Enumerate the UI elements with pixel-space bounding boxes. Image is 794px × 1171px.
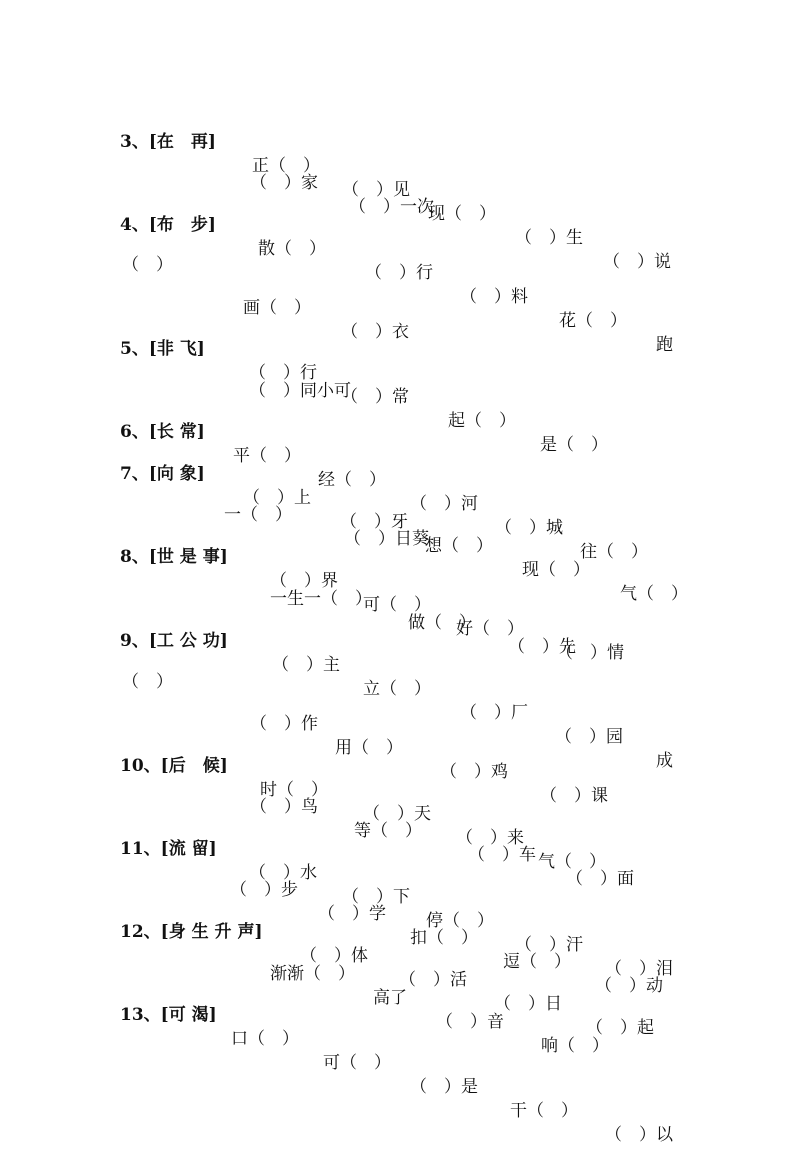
fill-blank-item: 立（ ） (363, 679, 431, 699)
fill-blank-item: （ ）牙 (340, 512, 408, 532)
fill-blank-item: （ ）动 (595, 976, 663, 996)
fill-blank-item: 等（ ） (354, 821, 422, 841)
fill-blank-item: （ ）面 (566, 869, 634, 889)
fill-blank-item: 可（ ） (363, 595, 431, 615)
fill-blank-item: （ ）衣 (341, 322, 409, 342)
fill-blank-item: （ ）日葵 (344, 529, 429, 549)
fill-blank-item: 用（ ） (335, 738, 403, 758)
fill-blank-item: （ ）车 (468, 845, 536, 865)
fill-blank-item: 口（ ） (231, 1029, 299, 1049)
exercise-10-heading: 10、[后 候] (120, 756, 228, 776)
fill-blank-item: 时（ ） (260, 780, 328, 800)
fill-blank-item: （ ）下 (342, 887, 410, 907)
exercise-9-heading: 9、[工 公 功] (120, 631, 228, 651)
fill-blank-item: 经（ ） (318, 470, 386, 490)
fill-blank-item: （ ）河 (410, 494, 478, 514)
fill-blank-item: （ ）天 (363, 804, 431, 824)
fill-blank-item: 停（ ） (426, 911, 494, 931)
fill-blank-item: （ ）行 (249, 363, 317, 383)
fill-blank-item: （ ）日 (494, 994, 562, 1014)
fill-blank-item: （ ）厂 (460, 703, 528, 723)
fill-blank-item: 干（ ） (510, 1101, 578, 1121)
fill-blank-item: （ ）见 (342, 180, 410, 200)
fill-blank-item: 花（ ） (559, 311, 627, 331)
fill-blank-item: 气（ ） (538, 852, 606, 872)
fill-blank-item: 正（ ） (252, 156, 320, 176)
fill-blank-item: 画（ ） (243, 298, 311, 318)
fill-blank-item: （ ）音 (436, 1012, 504, 1032)
fill-blank-item: （ ）鸟 (250, 797, 318, 817)
fill-blank-item: （ ）学 (318, 904, 386, 924)
fill-blank-item: （ ）体 (300, 946, 368, 966)
fill-blank-item: （ ）先 (508, 637, 576, 657)
fill-blank-item: （ ）水 (249, 863, 317, 883)
exercise-8-heading: 8、[世 是 事] (120, 547, 228, 567)
fill-blank-item: （ ）常 (341, 387, 409, 407)
exercise-3-heading: 3、[在 再] (120, 132, 216, 152)
fill-blank-item: 响（ ） (541, 1036, 609, 1056)
fill-blank-item: 扣（ ） (410, 928, 478, 948)
fill-blank-item: 做（ ） (408, 613, 476, 633)
fill-blank-item: 平（ ） (233, 446, 301, 466)
fill-blank-item: （ ）上 (243, 488, 311, 508)
fill-blank-item: （ ） (122, 255, 173, 275)
fill-blank-item: （ ）家 (250, 173, 318, 193)
fill-blank-item: 逗（ ） (503, 952, 571, 972)
fill-blank-item: 往（ ） (580, 542, 648, 562)
fill-blank-item: 一生一（ ） (270, 589, 372, 609)
fill-blank-item: （ ）同小可 (249, 381, 351, 401)
fill-blank-item: 高了 (373, 988, 407, 1008)
exercise-12-heading: 12、[身 生 升 声] (120, 922, 263, 942)
exercise-13-line (0, 979, 794, 1145)
fill-blank-item: （ ）行 (365, 263, 433, 283)
fill-blank-item: （ ）鸡 (440, 762, 508, 782)
fill-blank-item: 渐渐（ ） (270, 964, 355, 984)
exercise-5-continuation (0, 355, 794, 401)
fill-blank-item: （ ）是 (410, 1077, 478, 1097)
fill-blank-item: （ ）说 (603, 252, 671, 272)
fill-blank-item: （ ）城 (495, 518, 563, 538)
fill-blank-item: （ ）生 (515, 228, 583, 248)
fill-blank-item: （ ）课 (540, 786, 608, 806)
exercise-3-continuation (0, 147, 794, 217)
fill-blank-item: （ ）作 (250, 714, 318, 734)
fill-blank-item: 想（ ） (425, 536, 493, 556)
exercise-13-heading: 13、[可 渴] (120, 1005, 217, 1025)
fill-blank-item: 跑 (656, 335, 673, 355)
fill-blank-item: （ ）来 (456, 828, 524, 848)
fill-blank-item: （ ）界 (270, 571, 338, 591)
fill-blank-item: （ ）活 (399, 970, 467, 990)
fill-blank-item: （ ）园 (555, 727, 623, 747)
exercise-4-wrap (0, 229, 794, 275)
exercise-6-heading: 6、[长 常] (120, 422, 205, 442)
exercise-7-continuation (0, 479, 794, 549)
fill-blank-item: （ ）以 (605, 1125, 673, 1145)
fill-blank-item: （ ）一次 (349, 197, 434, 217)
fill-blank-item: 一（ ） (224, 505, 292, 525)
fill-blank-item: （ ）料 (460, 287, 528, 307)
fill-blank-item: （ ）泪 (605, 959, 673, 979)
fill-blank-item: （ ）汗 (515, 935, 583, 955)
fill-blank-item: 可（ ） (323, 1053, 391, 1073)
exercise-4-continuation (0, 272, 794, 342)
fill-blank-item: （ ） (122, 672, 173, 692)
fill-blank-item: 现（ ） (428, 204, 496, 224)
fill-blank-item: （ ）情 (556, 643, 624, 663)
fill-blank-item: 起（ ） (448, 411, 516, 431)
fill-blank-item: 是（ ） (540, 435, 608, 455)
fill-blank-item: 现（ ） (522, 560, 590, 580)
fill-blank-item: 气（ ） (620, 584, 688, 604)
fill-blank-item: （ ）步 (230, 880, 298, 900)
fill-blank-item: 好（ ） (456, 619, 524, 639)
fill-blank-item: （ ）起 (586, 1018, 654, 1038)
fill-blank-item: 散（ ） (258, 239, 326, 259)
exercise-4-heading: 4、[布 步] (120, 215, 216, 235)
exercise-9-wrap (0, 646, 794, 692)
exercise-7-heading: 7、[向 象] (120, 464, 205, 484)
fill-blank-item: （ ）主 (272, 655, 340, 675)
exercise-5-heading: 5、[非 飞] (120, 339, 205, 359)
exercise-11-heading: 11、[流 留] (120, 839, 217, 859)
fill-blank-item: 成 (656, 751, 673, 771)
